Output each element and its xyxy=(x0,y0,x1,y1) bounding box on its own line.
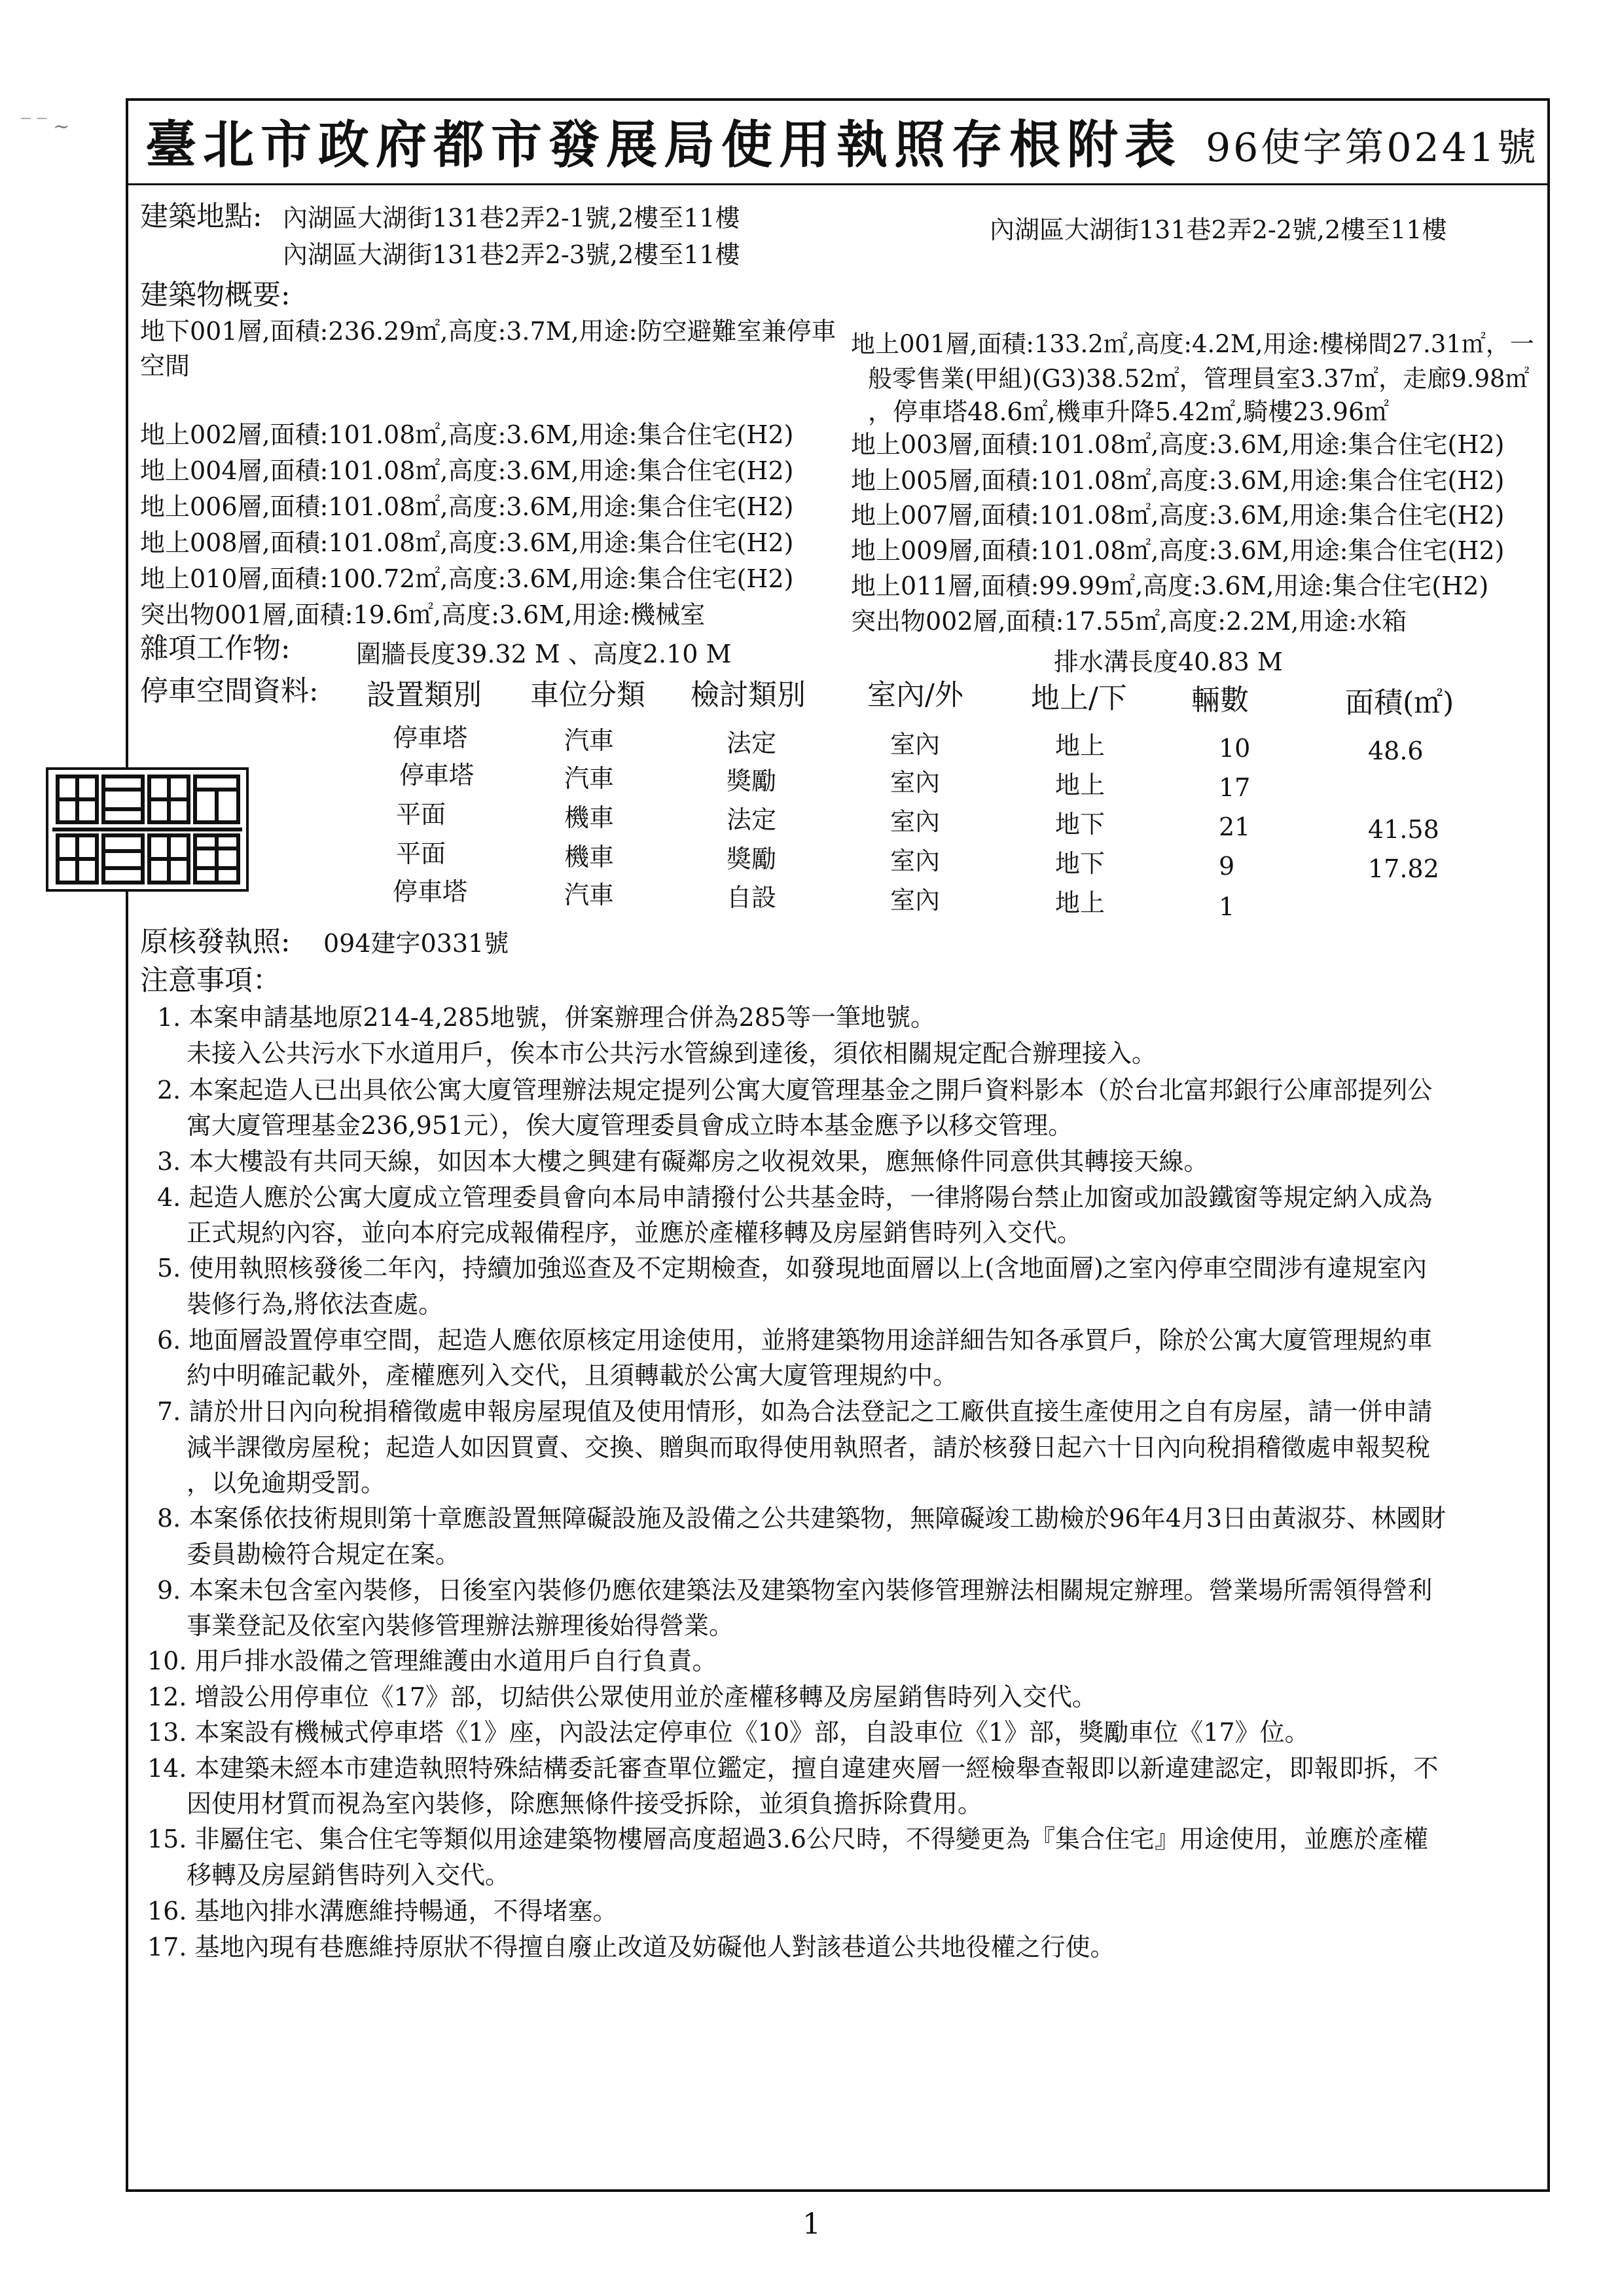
drain-spec: 排水溝長度40.83 M xyxy=(1054,647,1283,676)
title-divider xyxy=(126,183,1550,185)
parking-cell: 法定 xyxy=(727,805,777,834)
overview-right-line: 般零售業(甲組)(G3)38.52㎡，管理員室3.37㎡，走廊9.98㎡ xyxy=(868,365,1530,393)
note-line: 約中明確記載外，產權應列入交代，且須轉載於公寓大廈管理規約中。 xyxy=(187,1361,958,1390)
note-line: 未接入公共污水下水道用戶，俟本市公共污水管線到達後，須依相關規定配合辦理接入。 xyxy=(187,1039,1157,1068)
note-line: 14. 本建築未經本市建造執照特殊結構委託審查單位鑑定，擅自違建夾層一經檢舉查報即以新違建認定，即報即拆，不 xyxy=(147,1754,1439,1783)
seal-glyphs xyxy=(48,770,246,889)
note-line: 委員勘檢符合規定在案。 xyxy=(187,1540,461,1569)
parking-cell: 自設 xyxy=(727,883,777,912)
parking-cell: 室內 xyxy=(890,847,941,875)
note-line: 寓大廈管理基金236,951元），俟大廈管理委員會成立時本基金應予以移交管理。 xyxy=(187,1111,1073,1140)
parking-cell: 地下 xyxy=(1055,849,1106,878)
page-number: 1 xyxy=(802,2208,821,2241)
parking-cell: 平面 xyxy=(396,839,446,868)
note-line: 10. 用戶排水設備之管理維護由水道用戶自行負責。 xyxy=(147,1647,717,1675)
overview-left-line: 地上006層,面積:101.08㎡,高度:3.6M,用途:集合住宅(H2) xyxy=(140,492,794,521)
overview-right-line: 地上001層,面積:133.2㎡,高度:4.2M,用途:樓梯間27.31㎡，一 xyxy=(851,330,1534,358)
note-line: 2. 本案起造人已出具依公寓大廈管理辦法規定提列公寓大廈管理基金之開戶資料影本（於台北富邦銀行公庫部提列公 xyxy=(157,1076,1433,1104)
note-line: 4. 起造人應於公寓大廈成立管理委員會向本局申請撥付公共基金時，一律將陽台禁止加窗或加設鐵窗等規定納入成為 xyxy=(157,1183,1433,1212)
parking-cell: 法定 xyxy=(727,729,777,757)
parking-header: 車位分類 xyxy=(530,678,645,712)
note-line: 17. 基地內現有巷應維持原狀不得擅自廢止改道及妨礙他人對該巷道公共地役權之行使。 xyxy=(147,1933,1115,1961)
parking-header: 地上/下 xyxy=(1031,682,1127,715)
note-line: 減半課徵房屋稅；起造人如因買賣、交換、贈與而取得使用執照者，請於核發日起六十日內向稅捐稽徵處申報契稅 xyxy=(187,1433,1431,1462)
site-address-2: 內湖區大湖街131巷2弄2-2號,2樓至11樓 xyxy=(990,215,1447,244)
parking-header: 檢討類別 xyxy=(691,678,806,712)
parking-cell: 機車 xyxy=(564,843,615,871)
note-line: 8. 本案係依技術規則第十章應設置無障礙設施及設備之公共建築物，無障礙竣工勘檢於96年4月3日由黃淑芬、林國財 xyxy=(157,1504,1447,1533)
parking-cell: 機車 xyxy=(564,803,615,832)
note-line: 5. 使用執照核發後二年內，持續加強巡查及不定期檢查，如發現地面層以上(含地面層)之室內停車空間涉有違規室內 xyxy=(157,1254,1427,1283)
parking-cell: 室內 xyxy=(890,730,941,759)
scan-mark: ‾ ‾ ~ xyxy=(21,115,70,138)
parking-cell: 地上 xyxy=(1055,771,1106,799)
parking-cell: 室內 xyxy=(890,886,941,915)
note-line: 正式規約內容，並向本府完成報備程序，並應於產權移轉及房屋銷售時列入交代。 xyxy=(187,1218,1083,1247)
parking-cell: 停車塔 xyxy=(399,761,475,790)
overview-left-line: 空間 xyxy=(140,352,190,380)
note-line: 12. 增設公用停車位《17》部，切結供公眾使用並於產權移轉及房屋銷售時列入交代。 xyxy=(147,1683,1097,1711)
parking-cell: 21 xyxy=(1219,812,1251,841)
parking-cell: 停車塔 xyxy=(393,877,468,906)
wall-spec: 圍牆長度39.32 M 、高度2.10 M xyxy=(356,640,732,668)
note-line: 15. 非屬住宅、集合住宅等類似用途建築物樓層高度超過3.6公尺時，不得變更為『集合住宅』用途使用，並應於產權 xyxy=(147,1825,1428,1853)
parking-cell: 停車塔 xyxy=(393,723,468,752)
overview-left-line: 地下001層,面積:236.29㎡,高度:3.7M,用途:防空避難室兼停車 xyxy=(140,317,836,346)
note-line: 因使用材質而視為室內裝修，除應無條件接受拆除，並須負擔拆除費用。 xyxy=(187,1789,983,1818)
overview-left-line: 地上002層,面積:101.08㎡,高度:3.6M,用途:集合住宅(H2) xyxy=(140,420,794,449)
parking-cell: 地上 xyxy=(1055,731,1106,760)
note-line: 16. 基地內排水溝應維持暢通，不得堵塞。 xyxy=(147,1897,618,1925)
overview-right-line: 地上011層,面積:99.99㎡,高度:3.6M,用途:集合住宅(H2) xyxy=(851,572,1489,600)
overview-right-line: ，停車塔48.6㎡,機車升降5.42㎡,騎樓23.96㎡ xyxy=(868,397,1390,426)
parking-cell: 平面 xyxy=(396,800,446,829)
overview-right-line: 地上007層,面積:101.08㎡,高度:3.6M,用途:集合住宅(H2) xyxy=(851,501,1505,530)
misc-works-label: 雜項工作物: xyxy=(140,632,291,665)
overview-right-line: 地上009層,面積:101.08㎡,高度:3.6M,用途:集合住宅(H2) xyxy=(851,536,1505,565)
parking-cell: 汽車 xyxy=(564,726,615,755)
overview-left-line: 突出物001層,面積:19.6㎡,高度:3.6M,用途:機械室 xyxy=(140,600,706,629)
overview-label: 建築物概要: xyxy=(140,279,291,312)
note-line: 裝修行為,將依法查處。 xyxy=(187,1290,444,1319)
parking-cell: 獎勵 xyxy=(727,767,777,795)
note-line: 9. 本案未包含室內裝修，日後室內裝修仍應依建築法及建築物室內裝修管理辦法相關規定辦理。營業場所需領得營利 xyxy=(157,1576,1433,1605)
parking-cell: 10 xyxy=(1219,734,1251,763)
permit-number: 96使字第0241號 xyxy=(1206,125,1539,171)
note-line: ，以免逾期受罰。 xyxy=(187,1468,386,1497)
original-permit-number: 094建字0331號 xyxy=(323,929,509,958)
parking-cell: 汽車 xyxy=(564,764,615,793)
note-line: 3. 本大樓設有共同天線，如因本大樓之興建有礙鄰房之收視效果，應無條件同意供其轉接天線。 xyxy=(157,1147,1209,1176)
site-address-3: 內湖區大湖街131巷2弄2-3號,2樓至11樓 xyxy=(283,240,740,269)
form-title: 臺北市政府都市發展局使用執照存根附表 xyxy=(145,115,1183,175)
site-address-1: 內湖區大湖街131巷2弄2-1號,2樓至11樓 xyxy=(283,204,740,232)
site-label: 建築地點: xyxy=(140,200,262,233)
official-seal xyxy=(46,767,249,892)
note-line: 事業登記及依室內裝修管理辦法辦理後始得營業。 xyxy=(187,1611,734,1640)
parking-cell: 48.6 xyxy=(1368,737,1424,765)
parking-cell: 獎勵 xyxy=(727,845,777,873)
overview-right-line: 地上005層,面積:101.08㎡,高度:3.6M,用途:集合住宅(H2) xyxy=(851,466,1505,495)
parking-header: 面積(㎡) xyxy=(1345,686,1454,720)
parking-cell: 地上 xyxy=(1055,888,1106,917)
overview-right-line: 突出物002層,面積:17.55㎡,高度:2.2M,用途:水箱 xyxy=(851,607,1407,636)
overview-left-line: 地上004層,面積:101.08㎡,高度:3.6M,用途:集合住宅(H2) xyxy=(140,456,794,485)
parking-cell: 汽車 xyxy=(564,881,615,909)
overview-right-line: 地上003層,面積:101.08㎡,高度:3.6M,用途:集合住宅(H2) xyxy=(851,430,1505,459)
parking-header: 設置類別 xyxy=(367,678,482,712)
overview-left-line: 地上010層,面積:100.72㎡,高度:3.6M,用途:集合住宅(H2) xyxy=(140,564,794,593)
parking-label: 停車空間資料: xyxy=(140,675,319,708)
note-line: 13. 本案設有機械式停車塔《1》座，內設法定停車位《10》部，自設車位《1》部，獎勵車位《17》位。 xyxy=(147,1718,1310,1747)
parking-cell: 17 xyxy=(1219,773,1251,802)
parking-cell: 41.58 xyxy=(1368,815,1439,844)
original-permit-label: 原核發執照: xyxy=(140,926,291,958)
parking-cell: 室內 xyxy=(890,768,941,797)
parking-header: 輛數 xyxy=(1191,683,1249,717)
parking-cell: 17.82 xyxy=(1368,854,1439,883)
notes-label: 注意事項： xyxy=(140,964,281,997)
parking-cell: 9 xyxy=(1219,852,1235,881)
note-line: 移轉及房屋銷售時列入交代。 xyxy=(187,1861,511,1889)
parking-cell: 室內 xyxy=(890,807,941,836)
note-line: 7. 請於卅日內向稅捐稽徵處申報房屋現值及使用情形，如為合法登記之工廠供直接生產使用之自有房屋，請一併申請 xyxy=(157,1397,1433,1426)
note-line: 1. 本案申請基地原214-4,285地號，併案辦理合併為285等一筆地號。 xyxy=(157,1003,936,1032)
note-line: 6. 地面層設置停車空間，起造人應依原核定用途使用，並將建築物用途詳細告知各承買戶，除於公寓大廈管理規約車 xyxy=(157,1326,1433,1355)
parking-cell: 地下 xyxy=(1055,810,1106,839)
overview-left-line: 地上008層,面積:101.08㎡,高度:3.6M,用途:集合住宅(H2) xyxy=(140,528,794,557)
parking-header: 室內/外 xyxy=(867,678,963,712)
parking-cell: 1 xyxy=(1219,892,1235,921)
